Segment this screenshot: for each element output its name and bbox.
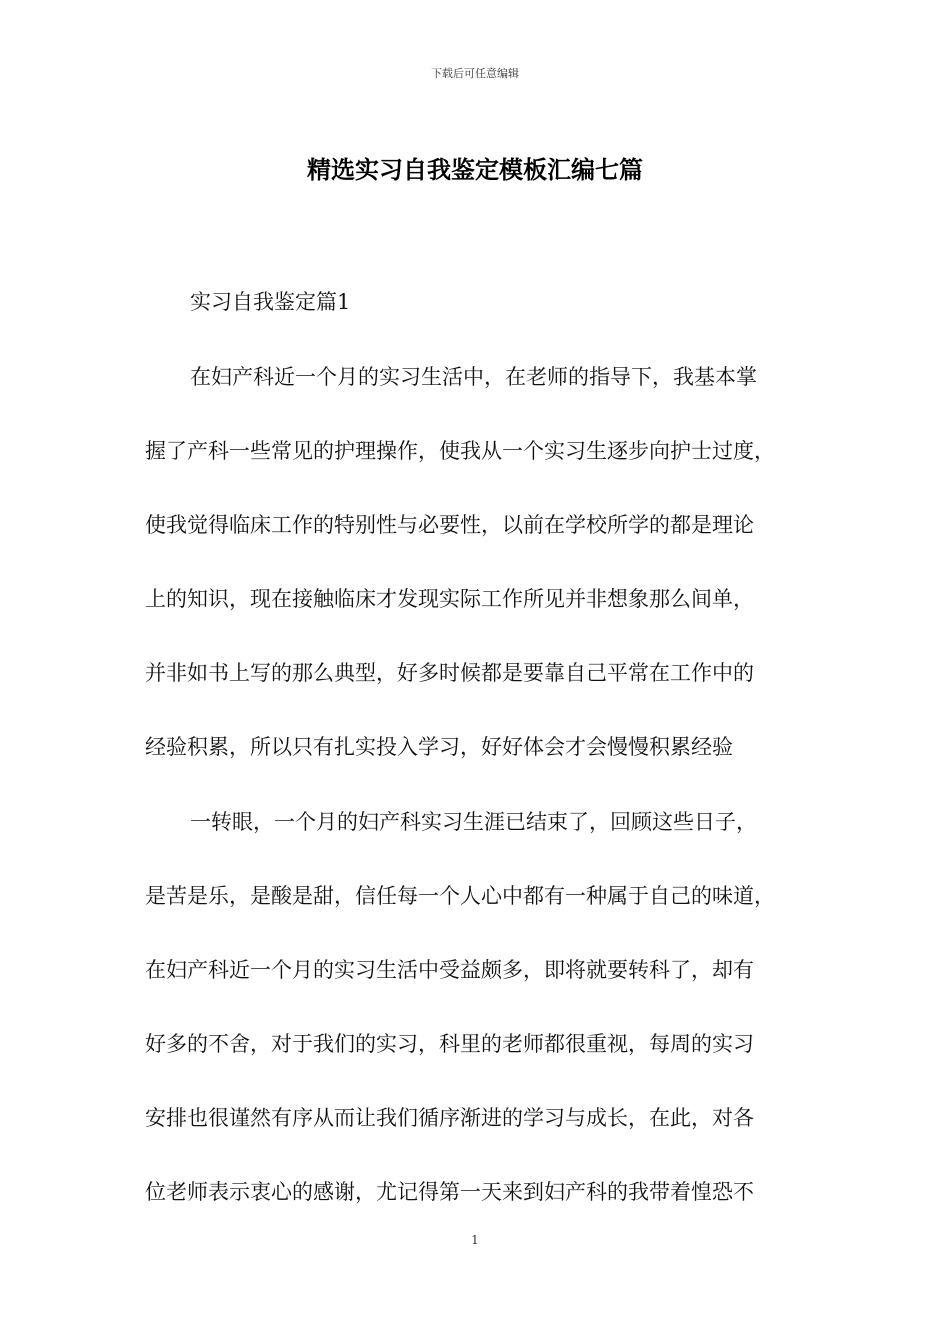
document-title: 精选实习自我鉴定模板汇编七篇 [307,155,643,184]
paragraph-line: 上的知识，现在接触临床才发现实际工作所见并非想象那么间单， [145,587,754,611]
paragraph-line: 好多的不舍，对于我们的实习，科里的老师都很重视，每周的实习 [145,1032,754,1056]
paragraph-line: 一转眼，一个月的妇产科实习生涯已结束了，回顾这些日子， [190,810,757,834]
paragraph-line: 握了产科一些常见的护理操作，使我从一个实习生逐步向护士过度， [145,439,775,463]
paragraph-line: 使我觉得临床工作的特别性与必要性，以前在学校所学的都是理论 [145,513,754,537]
paragraph-line: 在妇产科近一个月的实习生活中受益颇多，即将就要转科了，却有 [145,958,754,982]
paragraph-line: 在妇产科近一个月的实习生活中，在老师的指导下，我基本掌 [190,365,757,389]
paragraph-line: 安排也很谨然有序从而让我们循序渐进的学习与成长，在此，对各 [145,1106,754,1130]
page-number: 1 [471,1233,479,1247]
paragraph-line: 经验积累，所以只有扎实投入学习，好好体会才会慢慢积累经验 [145,735,733,759]
paragraph-line: 并非如书上写的那么典型，好多时候都是要靠自己平常在工作中的 [145,661,754,685]
paragraph-line: 是苦是乐，是酸是甜，信任每一个人心中都有一种属于自己的味道， [145,884,775,908]
section-heading: 实习自我鉴定篇1 [190,290,351,314]
header-note: 下载后可任意编辑 [431,67,519,80]
paragraph-line: 位老师表示衷心的感谢，尤记得第一天来到妇产科的我带着惶恐不 [145,1180,754,1204]
